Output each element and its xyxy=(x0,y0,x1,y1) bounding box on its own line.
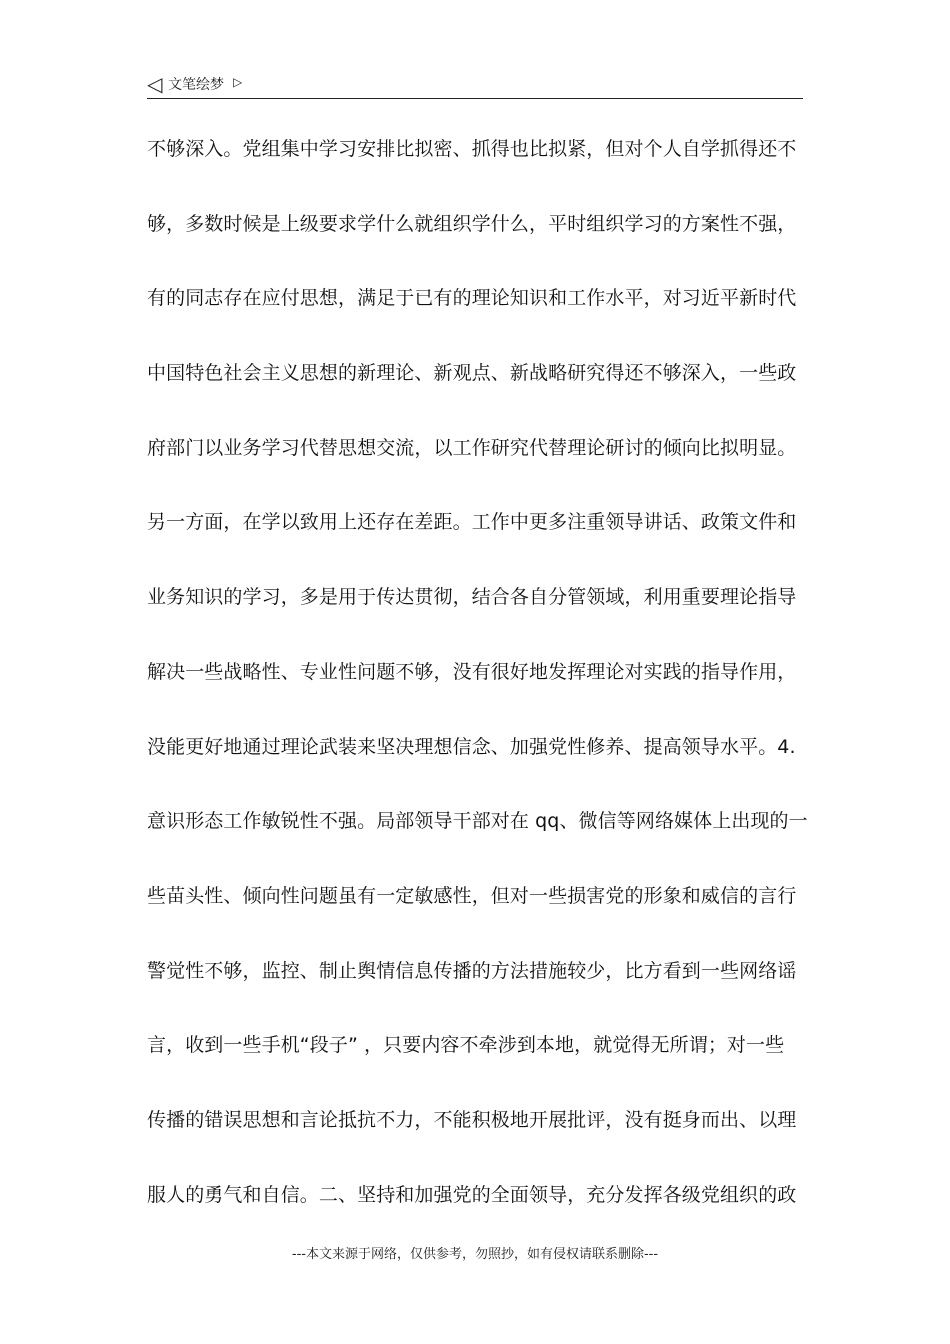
text-line: 没能更好地通过理论武装来坚决理想信念、加强党性修养、提高领导水平。4. xyxy=(147,735,796,758)
header-title: 文笔绘梦 xyxy=(168,77,224,93)
body-text xyxy=(147,132,807,1252)
right-triangle-icon: ▷ xyxy=(233,75,243,89)
text-line: 传播的错误思想和言论抵抗不力，不能积极地开展批评，没有挺身而出、以理 xyxy=(147,1108,797,1131)
text-line: 另一方面，在学以致用上还存在差距。工作中更多注重领导讲话、政策文件和 xyxy=(147,511,797,534)
text-line: 业务知识的学习，多是用于传达贯彻，结合各自分管领域，利用重要理论指导 xyxy=(147,586,797,609)
text-line: 中国特色社会主义思想的新理论、新观点、新战略研究得还不够深入，一些政 xyxy=(147,362,797,385)
text-line: 解决一些战略性、专业性问题不够，没有很好地发挥理论对实践的指导作用， xyxy=(147,660,797,683)
text-line: 有的同志存在应付思想，满足于已有的理论知识和工作水平，对习近平新时代 xyxy=(147,287,797,310)
page-header xyxy=(147,72,803,99)
page-footer: ---本文来源于网络，仅供参考，勿照抄，如有侵权请联系删除--- xyxy=(291,1247,659,1262)
left-triangle-icon: ◁ xyxy=(147,72,163,96)
text-line: 服人的勇气和自信。二、坚持和加强党的全面领导，充分发挥各级党组织的政 xyxy=(147,1183,797,1206)
text-line: 够，多数时候是上级要求学什么就组织学什么，平时组织学习的方案性不强， xyxy=(147,212,797,235)
text-line: 不够深入。党组集中学习安排比拟密、抓得也比拟紧，但对个人自学抓得还不 xyxy=(147,138,797,160)
text-line: 意识形态工作敏锐性不强。局部领导干部对在 qq、微信等网络媒体上出现的一 xyxy=(147,810,808,833)
text-line: 些苗头性、倾向性问题虽有一定敏感性，但对一些损害党的形象和威信的言行 xyxy=(147,884,797,907)
text-line: 府部门以业务学习代替思想交流，以工作研究代替理论研讨的倾向比拟明显。 xyxy=(147,436,797,459)
text-line: 言，收到一些手机“段子” ，只要内容不牵涉到本地，就觉得无所谓；对一些 xyxy=(147,1034,785,1057)
text-line: 警觉性不够，监控、制止舆情信息传播的方法措施较少，比方看到一些网络谣 xyxy=(147,959,797,982)
